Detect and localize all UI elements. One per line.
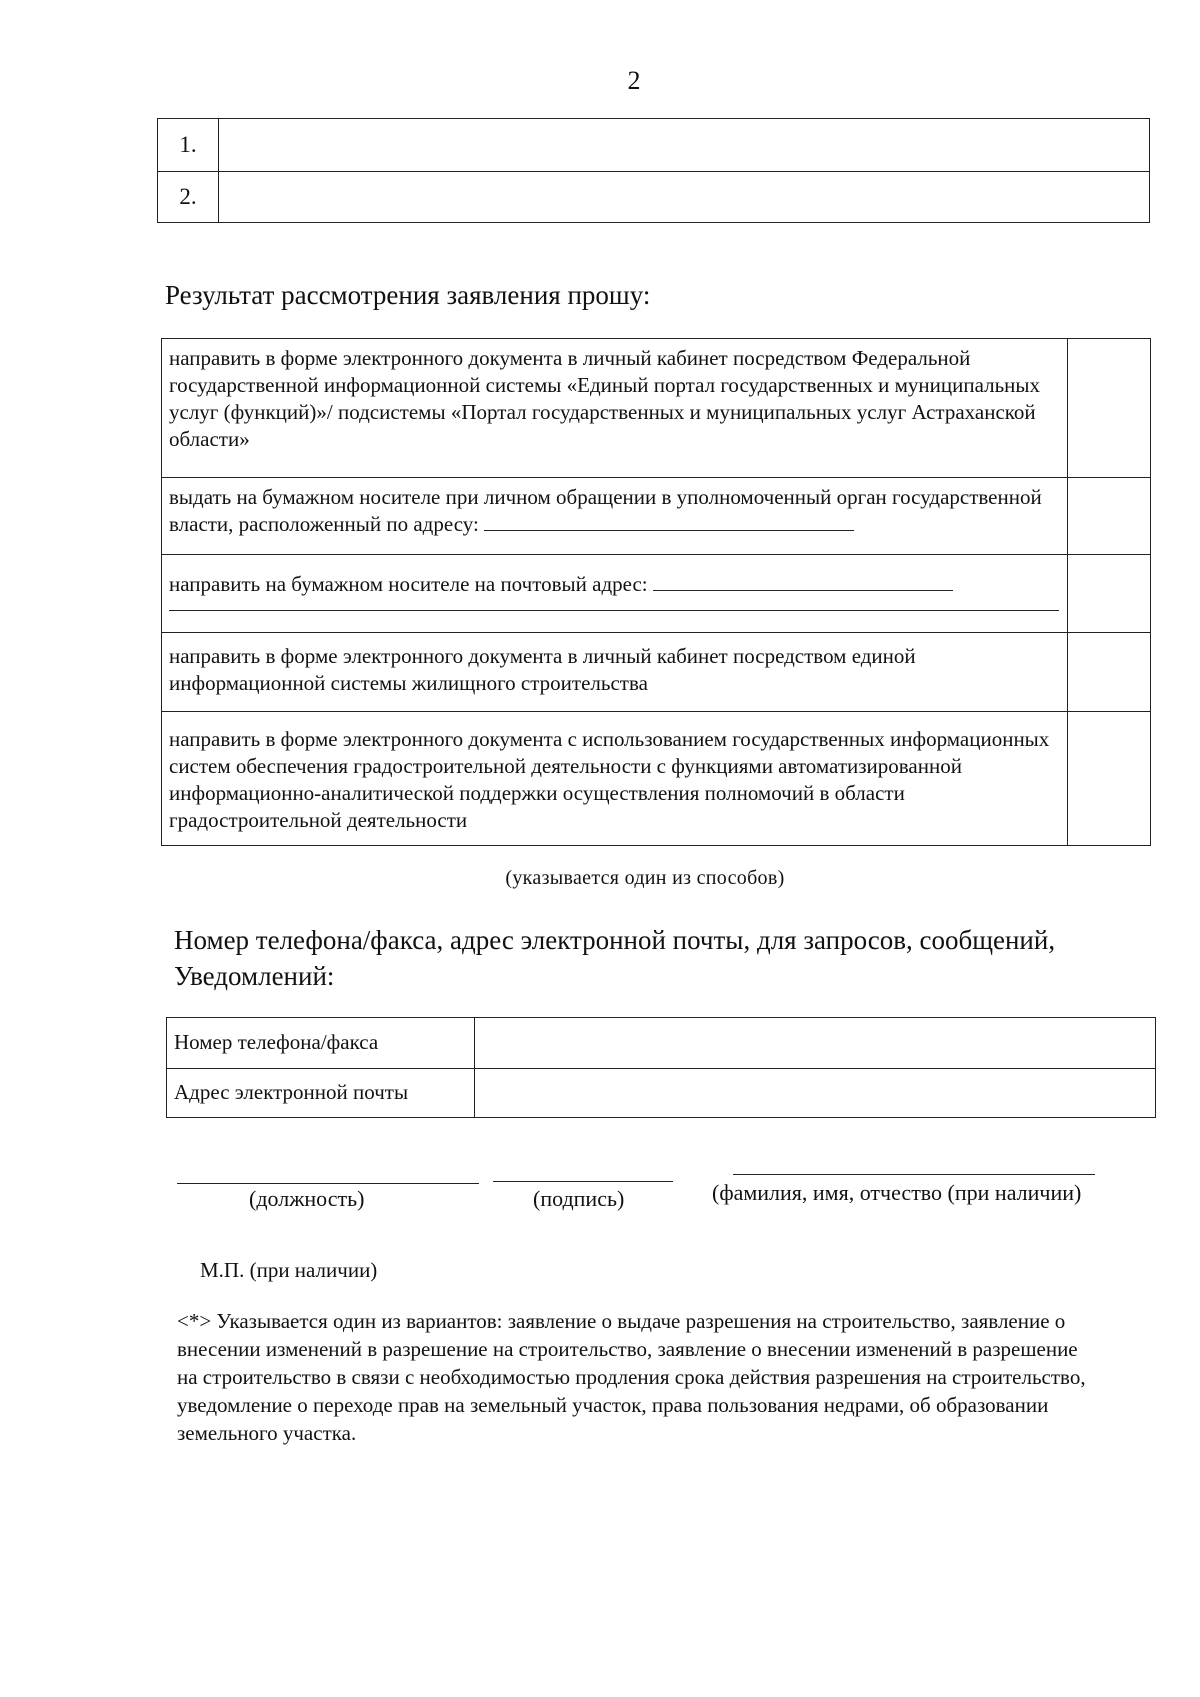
phone-field[interactable] [475, 1018, 1155, 1068]
result-option-text: направить в форме электронного документа в личный кабинет посредством единой информационной системы жилищного строительства [162, 633, 1068, 711]
result-note: (указывается один из способов) [505, 867, 785, 889]
result-option-checkbox[interactable] [1068, 712, 1150, 845]
result-option-text: направить в форме электронного документа в личный кабинет посредством Федеральной государственной информационной системы «Единый портал государственных и муниципальных услуг (функций)»/ подсистемы «Портал государственных и муниципальных услуг Астраханской области» [162, 339, 1068, 477]
result-heading: Результат рассмотрения заявления прошу: [165, 280, 651, 310]
result-option-checkbox[interactable] [1068, 339, 1150, 477]
email-label: Адрес электронной почты [167, 1069, 475, 1118]
result-option-row [162, 477, 1150, 554]
result-option-row [162, 339, 1150, 477]
row-value-field[interactable] [219, 119, 1149, 171]
phone-label: Номер телефона/факса [167, 1018, 475, 1068]
footnote: <*> Указывается один из вариантов: заявление о выдаче разрешения на строительство, заявление о внесении изменений в разрешение на строительство, заявление о внесении изменений в разрешение на строительство в связи с необходимостью продления срока действия разрешения на строительство, уведомление о переходе прав на земельный участок, права пользования недрами, об образовании земельного участка. [177, 1309, 1086, 1445]
result-option-checkbox[interactable] [1068, 633, 1150, 711]
row-number: 1. [158, 119, 219, 171]
address-blank-line[interactable] [484, 512, 854, 531]
result-option-text-wrap [162, 478, 1068, 554]
result-option-checkbox[interactable] [1068, 478, 1150, 554]
contacts-heading: Номер телефона/факса, адрес электронной почты, для запросов, сообщений, Уведомлений: [174, 925, 1056, 991]
row-number: 2. [158, 172, 219, 223]
sign-signature-line[interactable] [493, 1181, 673, 1182]
stamp-note: М.П. (при наличии) [200, 1258, 378, 1282]
result-option-text: направить в форме электронного документа с использованием государственных информационных систем обеспечения градостроительной деятельности с функциями автоматизированной информационно-аналитической поддержки осуществления полномочий в области градостроительной деятельности [162, 712, 1068, 845]
table-row [158, 171, 1149, 223]
result-option-row [162, 632, 1150, 711]
position-caption: (должность) [249, 1186, 365, 1211]
row-value-field[interactable] [219, 172, 1149, 223]
result-option-text: направить на бумажном носителе на почтовый адрес: [169, 572, 648, 596]
email-field[interactable] [475, 1069, 1155, 1118]
contacts-row [167, 1018, 1155, 1068]
page-number: 2 [627, 66, 641, 95]
result-option-row [162, 711, 1150, 845]
contacts-row [167, 1068, 1155, 1118]
table-row [158, 119, 1149, 171]
result-options-table [161, 338, 1151, 846]
contacts-table [166, 1017, 1156, 1118]
postal-address-blank-line-2[interactable] [169, 600, 1059, 611]
position-signature-line[interactable] [177, 1183, 479, 1184]
name-caption: (фамилия, имя, отчество (при наличии) [712, 1180, 1082, 1205]
sign-caption: (подпись) [533, 1186, 625, 1211]
result-option-text-wrap [162, 555, 1068, 632]
postal-address-blank-line[interactable] [653, 572, 953, 591]
result-option-text: выдать на бумажном носителе при личном обращении в уполномоченный орган государственной власти, расположенный по адресу: [169, 485, 1042, 536]
result-option-row [162, 554, 1150, 632]
result-option-checkbox[interactable] [1068, 555, 1150, 632]
name-signature-line[interactable] [733, 1174, 1095, 1175]
numbered-table [157, 118, 1150, 223]
